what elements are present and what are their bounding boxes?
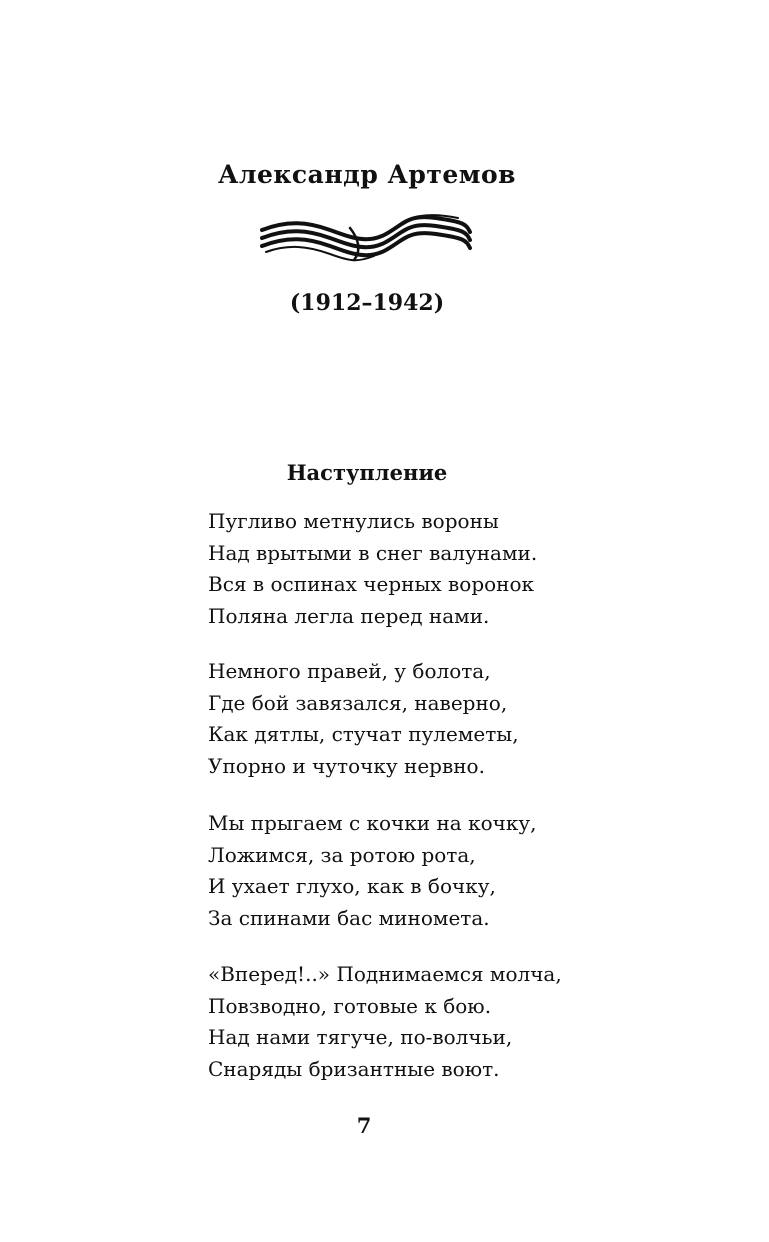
- page-number: 7: [356, 1113, 372, 1138]
- poem-line: Пугливо метнулись вороны: [208, 509, 499, 533]
- poem-line: Над врытыми в снег валунами.: [208, 540, 538, 565]
- poem-line: Мы прыгаем с кочки на кочку,: [208, 811, 537, 835]
- poem-line: Снаряды бризантные воют.: [208, 1056, 500, 1081]
- poem-line: Немного правей, у болота,: [208, 659, 491, 683]
- poem-line: Где бой завязался, наверно,: [208, 690, 508, 715]
- poem-title: Наступление: [286, 460, 448, 485]
- poem-line: За спинами бас миномета.: [208, 905, 490, 930]
- poem-line: Упорно и чуточку нервно.: [208, 753, 485, 778]
- poem-line: Ложимся, за ротою рота,: [208, 842, 476, 867]
- poem-line: И ухает глухо, как в бочку,: [208, 874, 496, 898]
- stanza: [208, 808, 668, 934]
- st-george-ribbon-icon: [258, 208, 476, 268]
- poem-line: Повзводно, готовые к бою.: [208, 993, 492, 1018]
- stanza: [208, 959, 668, 1085]
- poem-line: Вся в оспинах черных воронок: [208, 572, 535, 596]
- stanza: [208, 506, 668, 632]
- author-years: (1912–1942): [289, 290, 445, 316]
- author-name: Александр Артемов: [217, 160, 516, 189]
- poem-line: Поляна легла перед нами.: [208, 603, 490, 628]
- poem-line: Над нами тягуче, по-волчьи,: [208, 1025, 513, 1049]
- poem-line: Как дятлы, стучат пулеметы,: [208, 722, 519, 746]
- stanza: [208, 656, 668, 782]
- poem-line: «Вперед!..» Поднимаемся молча,: [208, 962, 562, 986]
